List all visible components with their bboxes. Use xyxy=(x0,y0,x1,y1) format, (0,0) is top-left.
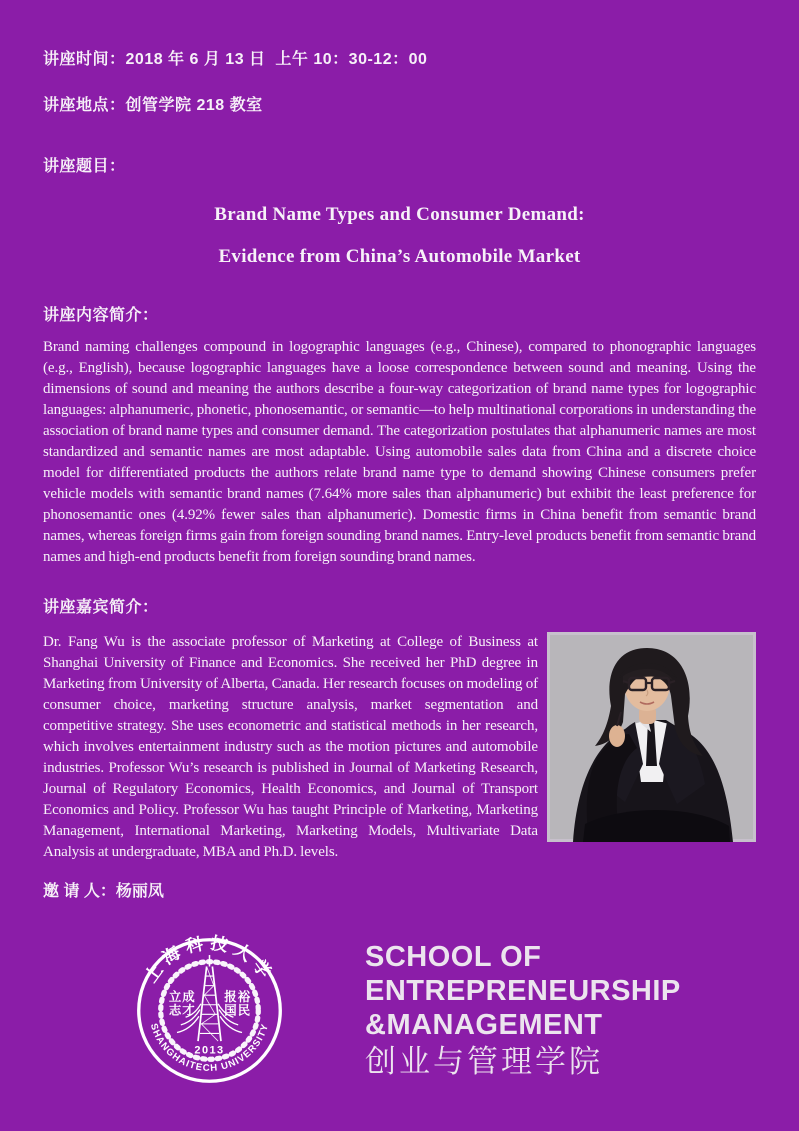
shanghaitech-seal-illustration xyxy=(133,934,286,1087)
school-wordmark xyxy=(365,934,681,1082)
university-seal xyxy=(133,934,286,1087)
speaker-photo xyxy=(547,632,756,842)
svg-text:国: 国 xyxy=(224,1003,237,1018)
svg-text:立: 立 xyxy=(168,989,182,1004)
wordmark-line4: 创业与管理学院 xyxy=(365,1044,603,1079)
svg-text:民: 民 xyxy=(237,1003,251,1018)
speaker-header: 讲座嘉宾简介： xyxy=(43,599,159,616)
inviter-name: 杨丽凤 xyxy=(115,883,164,900)
wordmark-line3: &MANAGEMENT xyxy=(365,1009,603,1041)
lecture-place-value: 创管学院 218 教室 xyxy=(125,97,263,114)
speaker-section xyxy=(43,632,756,863)
inviter-label: 邀 请 人： xyxy=(43,883,116,900)
lecture-place-label: 讲座地点： xyxy=(43,97,126,114)
wordmark-line1: SCHOOL OF xyxy=(365,941,542,973)
svg-text:成: 成 xyxy=(182,989,195,1004)
lecture-topic-label: 讲座题目： xyxy=(43,158,126,175)
seal-motto xyxy=(169,989,251,1017)
svg-text:报: 报 xyxy=(224,989,237,1004)
seal-top-text: 上海科技大学 xyxy=(140,934,279,987)
inviter-line xyxy=(43,882,756,902)
svg-text:裕: 裕 xyxy=(237,989,251,1004)
speaker-bio: Dr. Fang Wu is the associate professor of Marketing at College of Business at Shanghai University of Finance and Economics. She received her PhD degree in Marketing from University of Alberta, Canada. Her research focuses on modeling of consumer choice, marketing structure analysis, market segmentation and competitive strategy. She uses econometric and statistical methods in her research, which involves entertainment industry such as the motion pictures and automobile industries. Professor Wu’s research is published in Journal of Marketing Research, Journal of Regulatory Economics, Health Economics, and Journal of Transport Economics and Policy. Professor Wu has taught Principle of Marketing, Marketing Management, International Marketing, Marketing Models, Multivariate Data Analysis at undergraduate, MBA and Ph.D. levels. xyxy=(43,634,538,860)
speaker-portrait-illustration xyxy=(547,632,756,842)
abstract-header: 讲座内容简介： xyxy=(43,307,159,324)
svg-text:志: 志 xyxy=(168,1003,182,1018)
wordmark-line2: ENTREPRENEURSHIP xyxy=(365,975,681,1007)
abstract-body: Brand naming challenges compound in logographic languages (e.g., Chinese), compared to phonographic languages (e.g., English), because logographic languages have a loose correspondence between sound and meaning. Using the dimensions of sound and meaning the authors describe a four-way categorization of brand name types for logographic languages: alphanumeric, phonetic, phonosemantic, or semantic—to help multinational corporations in understanding the association of brand name types and consumer demand. The categorization postulates that alphanumeric names are most standardized and semantic names are most adaptable. Using automobile sales data from China and a discrete choice model for differentiated products the authors relate brand name type to demand showing Chinese consumers prefer vehicle models with semantic brand names (7.64% more sales than alphanumeric) but exhibit the least preference for phonosemantic ones (4.92% fewer sales than alphanumeric). Domestic firms in China benefit from semantic brand names, whereas foreign firms gain from foreign sounding brand names. Entry-level products benefit from semantic brand names and high-end products benefit from foreign sounding brand names. xyxy=(43,339,756,565)
footer xyxy=(43,934,756,1087)
talk-title-line1: Brand Name Types and Consumer Demand: xyxy=(214,204,585,225)
lecture-time-value: 2018 年 6 月 13 日 上午 10：30-12：00 xyxy=(125,51,428,68)
lecture-time-line xyxy=(43,50,756,70)
talk-title-line2: Evidence from China’s Automobile Market xyxy=(218,246,581,267)
svg-text:才: 才 xyxy=(182,1003,195,1018)
lecture-place-line xyxy=(43,96,756,116)
seal-year: 2013 xyxy=(194,1044,225,1057)
seal-bottom-text: SHANGHAITECH UNIVERSITY xyxy=(147,1022,272,1075)
lecture-time-label: 讲座时间： xyxy=(43,51,126,68)
